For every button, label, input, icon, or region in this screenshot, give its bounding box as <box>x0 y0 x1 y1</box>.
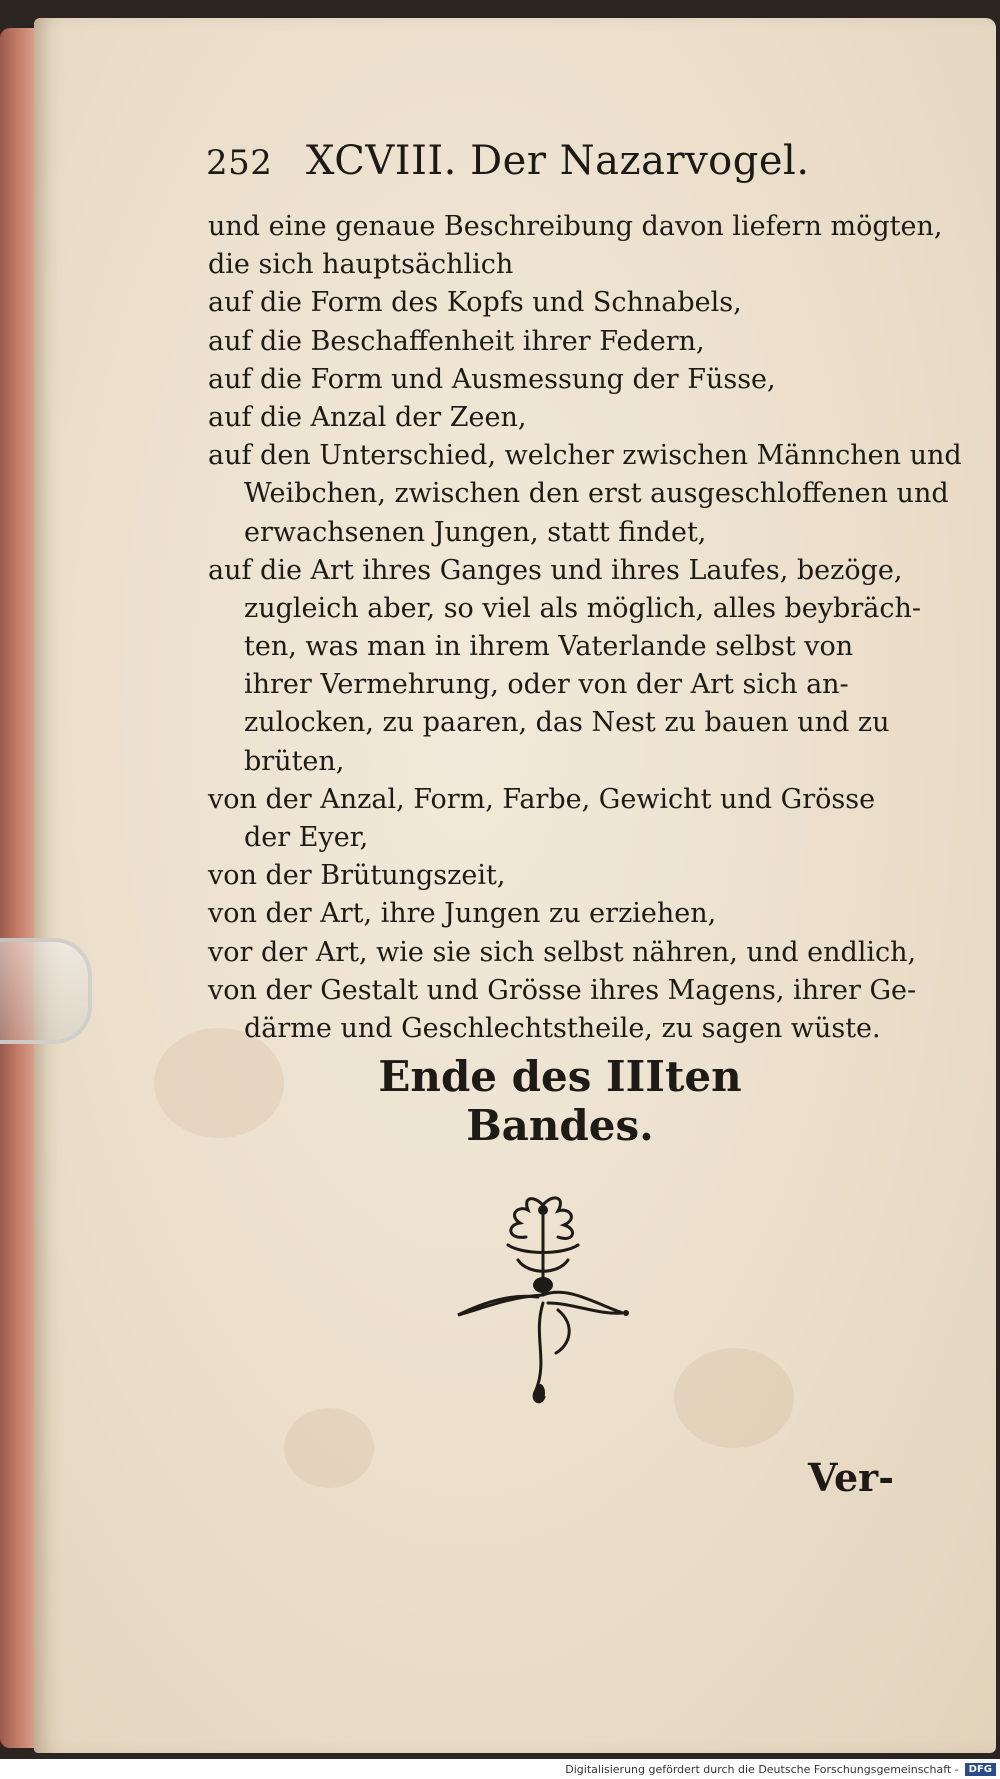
fleuron-ornament-icon <box>448 1185 638 1415</box>
body-text <box>208 208 962 1048</box>
text-line: auf den Unterschied, welcher zwischen Männchen und <box>208 440 962 472</box>
running-title: XCVIII. Der Nazarvogel. <box>306 138 810 184</box>
footer-bar <box>0 1759 1000 1779</box>
text-line: ten, was man in ihrem Vaterlande selbst von <box>244 631 854 663</box>
text-line: die sich hauptsächlich <box>208 249 514 281</box>
text-line: zulocken, zu paaren, das Nest zu bauen und zu <box>244 707 890 739</box>
text-line: von der Anzal, Form, Farbe, Gewicht und Grösse <box>208 783 876 815</box>
text-line: von der Brütungszeit, <box>208 860 506 892</box>
text-line: der Eyer, <box>244 822 369 853</box>
dfg-logo: DFG <box>965 1763 996 1776</box>
catchword: Ver- <box>808 1455 894 1500</box>
text-line: auf die Art ihres Ganges und ihres Laufes, bezöge, <box>208 554 903 586</box>
text-line: erwachsenen Jungen, statt findet, <box>244 516 707 548</box>
text-line: auf die Beschaffenheit ihrer Federn, <box>208 325 705 357</box>
paper-stain <box>284 1408 374 1488</box>
text-line: auf die Anzal der Zeen, <box>208 401 527 433</box>
running-header <box>206 138 926 188</box>
text-line: vor der Art, wie sie sich selbst nähren, und endlich, <box>208 936 917 968</box>
text-line: und eine genaue Beschreibung davon liefern mögten, <box>208 211 943 242</box>
text-line: von der Art, ihre Jungen zu erziehen, <box>208 898 717 930</box>
text-line: auf die Form und Ausmessung der Füsse, <box>208 363 776 395</box>
paper-stain <box>674 1348 794 1448</box>
text-line: zugleich aber, so viel als möglich, alles beybräch- <box>244 592 921 624</box>
page-number: 252 <box>206 143 273 183</box>
text-line: auf die Form des Kopfs und Schnabels, <box>208 287 742 319</box>
text-line: ihrer Vermehrung, oder von der Art sich an- <box>244 669 849 701</box>
text-line: Weibchen, zwischen den erst ausgeschloffenen und <box>244 478 949 510</box>
end-of-volume-note: Ende des IIIten Bandes. <box>378 1052 742 1150</box>
text-line: därme und Geschlechtstheile, zu sagen wüste. <box>244 1012 881 1044</box>
text-line: von der Gestalt und Grösse ihres Magens, ihrer Ge- <box>208 974 917 1006</box>
page-clip <box>0 938 92 1044</box>
funding-credit: Digitalisierung gefördert durch die Deutsche Forschungsgemeinschaft - <box>565 1762 959 1776</box>
text-line: brüten, <box>244 745 345 777</box>
